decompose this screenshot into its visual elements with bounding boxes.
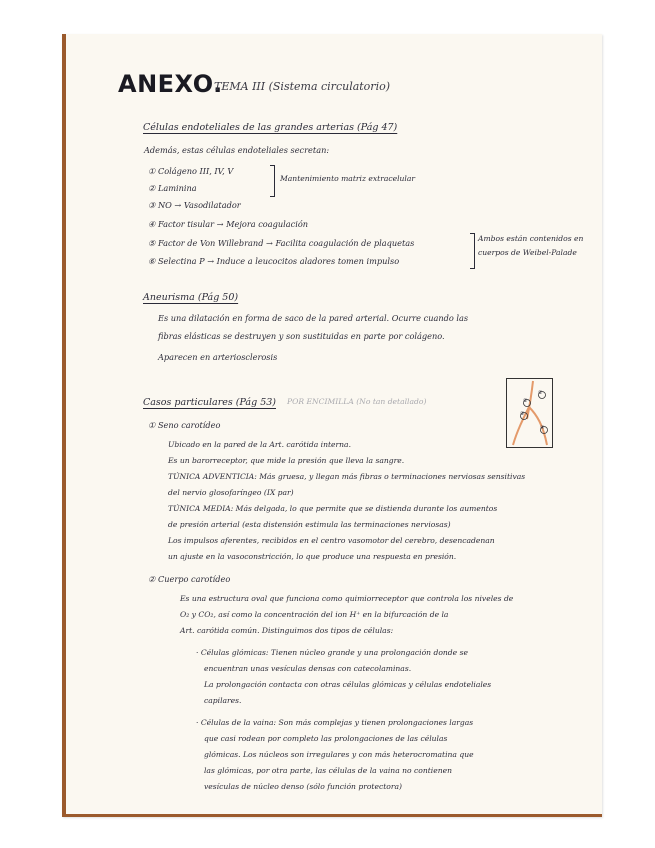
diagram-sketch: [506, 378, 553, 448]
section-heading-casos: Casos particulares (Pág 53): [143, 397, 276, 408]
subheading-seno: ① Seno carotídeo: [148, 420, 221, 430]
text-line: capilares.: [204, 696, 242, 705]
text-line: Además, estas células endoteliales secretan:: [144, 145, 330, 155]
list-item: ③ NO → Vasodilatador: [148, 200, 241, 210]
brace-1: [270, 165, 275, 197]
text-line: Es un barorreceptor, que mide la presión que lleva la sangre.: [168, 456, 405, 465]
text-line: de presión arterial (esta distensión estimula las terminaciones nerviosas): [168, 520, 451, 529]
text-line: · Células de la vaina: Son más complejas y tienen prolongaciones largas: [196, 718, 474, 727]
diagram-label: ④: [540, 425, 545, 431]
heading-note: POR ENCIMILLA (No tan detallado): [287, 397, 427, 406]
text-line: vesículas de núcleo denso (sólo función protectora): [204, 782, 402, 791]
text-line: Es una estructura oval que funciona como quimiorreceptor que controla los niveles de: [180, 594, 514, 603]
text-line: · Células glómicas: Tienen núcleo grande y una prolongación donde se: [196, 648, 468, 657]
text-line: glómicas. Los núcleos son irregulares y con más heterocromatina que: [204, 750, 474, 759]
diagram-label: ②: [523, 398, 528, 404]
list-item: ⑥ Selectina P → Induce a leucocitos aladores tomen impulso: [148, 256, 400, 266]
brace-note: Ambos están contenidos en: [478, 234, 584, 243]
text-line: las glómicas, por otra parte, las células de la vaina no contienen: [204, 766, 452, 775]
text-line: encuentran unas vesículas densas con catecolaminas.: [204, 664, 412, 673]
text-line: un ajuste en la vasoconstricción, lo que produce una respuesta en presión.: [168, 552, 457, 561]
diagram-label: ①: [538, 390, 543, 396]
section-heading-aneurisma: Aneurisma (Pág 50): [143, 292, 239, 303]
page-title: ANEXO.: [118, 70, 223, 98]
brace-note: Mantenimiento matriz extracelular: [280, 174, 416, 183]
text-line: que casi rodean por completo las prolongaciones de las células: [204, 734, 448, 743]
text-line: TÚNICA MEDIA: Más delgada, lo que permite que se distienda durante los aumentos: [168, 504, 498, 513]
subheading-cuerpo: ② Cuerpo carotídeo: [148, 574, 231, 584]
text-line: Art. carótida común. Distinguimos dos tipos de células:: [180, 626, 394, 635]
list-item: ⑤ Factor de Von Willebrand → Facilita coagulación de plaquetas: [148, 238, 415, 248]
text-line: La prolongación contacta con otras células glómicas y células endoteliales: [204, 680, 492, 689]
text-line: Ubicado en la pared de la Art. carótida interna.: [168, 440, 351, 449]
list-item: ① Colágeno III, IV, V: [148, 166, 234, 176]
text-line: Aparecen en arteriosclerosis: [158, 352, 278, 362]
text-line: Los impulsos aferentes, recibidos en el centro vasomotor del cerebro, desencadenan: [168, 536, 495, 545]
page-subtitle: TEMA III (Sistema circulatorio): [214, 80, 390, 93]
section-heading-celulas: Células endoteliales de las grandes arterias (Pág 47): [143, 122, 398, 133]
text-line: del nervio glosofaríngeo (IX par): [168, 488, 294, 497]
list-item: ② Laminina: [148, 183, 197, 193]
brace-note: cuerpos de Weibel-Palade: [478, 248, 577, 257]
list-item: ④ Factor tisular → Mejora coagulación: [148, 219, 309, 229]
text-line: Es una dilatación en forma de saco de la pared arterial. Ocurre cuando las: [158, 313, 469, 323]
text-line: TÚNICA ADVENTICIA: Más gruesa, y llegan más fibras o terminaciones nerviosas sensitivas: [168, 472, 526, 481]
text-line: O₂ y CO₂, así como la concentración del ion H⁺ en la bifurcación de la: [180, 610, 449, 619]
text-line: fibras elásticas se destruyen y son sustituidas en parte por colágeno.: [158, 331, 445, 341]
brace-2: [470, 233, 475, 269]
diagram-label: ③: [520, 411, 525, 417]
diagram-icon: [507, 379, 552, 447]
